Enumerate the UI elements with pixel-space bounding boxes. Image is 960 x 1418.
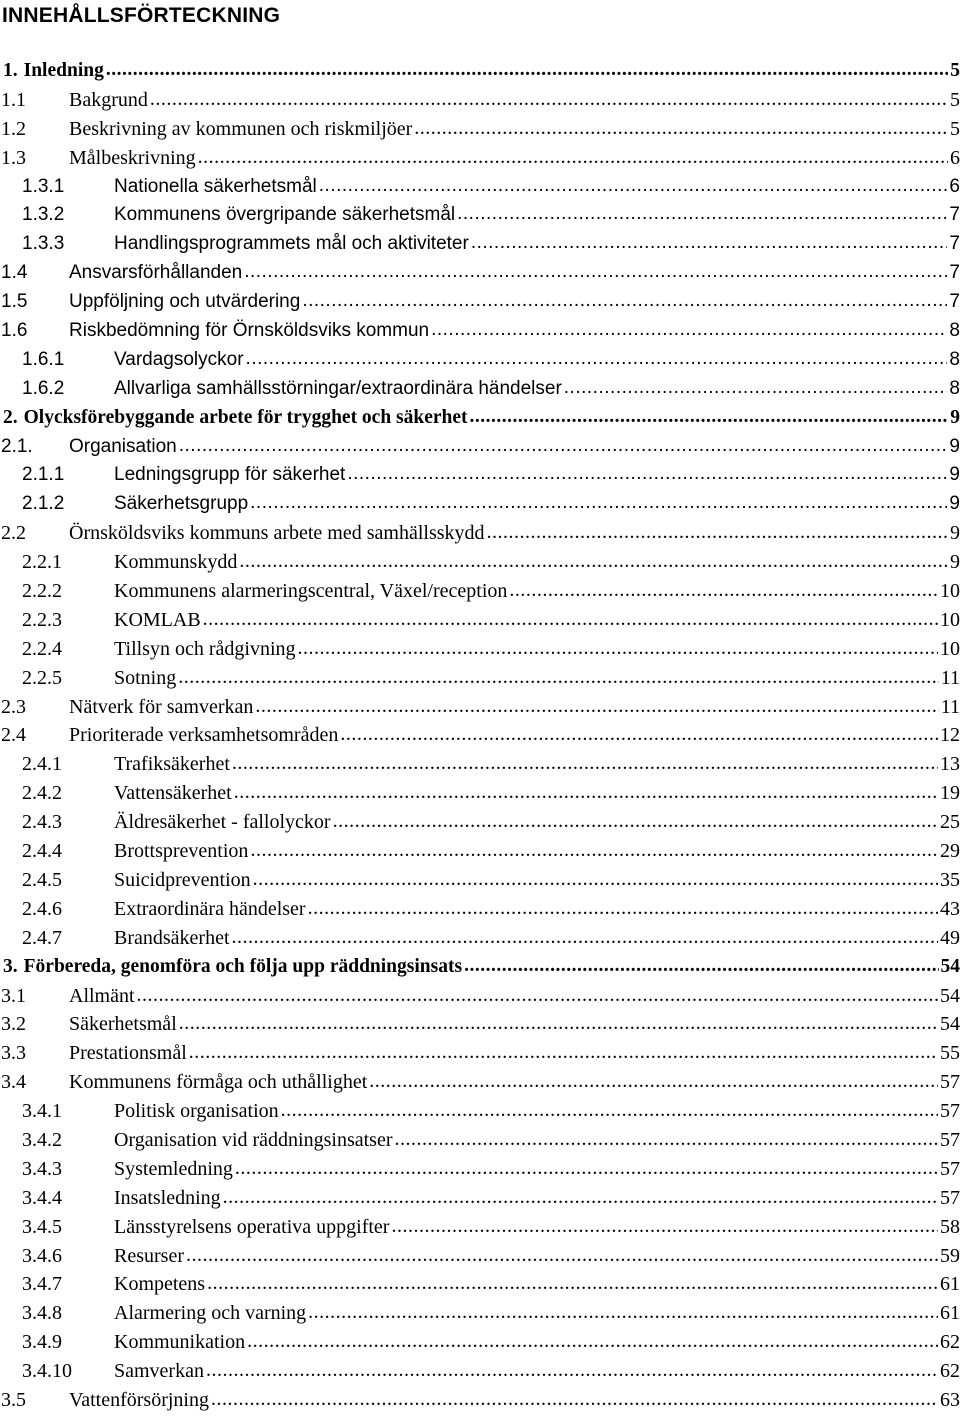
- toc-entry-title: Nationella säkerhetsmål: [114, 176, 317, 198]
- toc-entry[interactable]: [0, 667, 960, 696]
- toc-entry[interactable]: [0, 291, 960, 320]
- toc-entry-title: Uppföljning och utvärdering: [69, 291, 300, 313]
- toc-entry-title: Förbereda, genomföra och följa upp räddningsinsats: [24, 956, 462, 978]
- toc-entry[interactable]: [0, 869, 960, 898]
- toc-entry[interactable]: [0, 1071, 960, 1100]
- toc-entry-title: Örnsköldsviks kommuns arbete med samhällsskydd: [69, 522, 485, 545]
- dot-leader: [250, 839, 938, 862]
- toc-entry-page-number: 62: [940, 1360, 960, 1383]
- dot-leader: [308, 897, 938, 920]
- toc-entry-title: Ansvarsförhållanden: [69, 262, 242, 284]
- toc-entry-page-number: 7: [949, 262, 960, 284]
- toc-entry-page-number: 10: [940, 638, 960, 661]
- dot-leader: [235, 1157, 938, 1180]
- dot-leader: [250, 492, 947, 514]
- toc-entry-title: KOMLAB: [114, 609, 201, 632]
- toc-entry-page-number: 61: [940, 1302, 960, 1325]
- toc-entry[interactable]: [0, 1331, 960, 1360]
- toc-entry-number: 2.2: [0, 522, 69, 545]
- toc-entry-title: Kompetens: [114, 1273, 205, 1296]
- dot-leader: [333, 810, 938, 833]
- toc-entry-page-number: 57: [940, 1158, 960, 1181]
- toc-entry[interactable]: [0, 262, 960, 291]
- dot-leader: [464, 955, 938, 977]
- toc-entry-number: 3.4.10: [0, 1360, 114, 1383]
- toc-entry-page-number: 57: [940, 1071, 960, 1094]
- toc-entry-page-number: 7: [949, 204, 960, 226]
- toc-entry-number: 3.1: [0, 985, 69, 1008]
- toc-entry-title: Tillsyn och rådgivning: [114, 638, 296, 661]
- toc-entry-number: 1.6.1: [0, 349, 114, 371]
- toc-entry-title: Organisation: [69, 436, 177, 458]
- dot-leader: [232, 926, 938, 949]
- dot-leader: [232, 752, 938, 775]
- toc-entry-title: Kommunens förmåga och uthållighet: [69, 1071, 367, 1094]
- toc-entry-page-number: 13: [940, 753, 960, 776]
- toc-entry-number: 3.4: [0, 1071, 69, 1094]
- toc-entry-title: Nätverk för samverkan: [69, 696, 253, 719]
- toc-entry[interactable]: [0, 956, 960, 985]
- toc-entry[interactable]: [0, 320, 960, 349]
- toc-entry[interactable]: [0, 349, 960, 378]
- dot-leader: [308, 1301, 938, 1324]
- toc-entry-title: Kommunikation: [114, 1331, 245, 1354]
- toc-entry-number: 2.4.7: [0, 927, 114, 950]
- toc-entry-number: 3.4.2: [0, 1129, 114, 1152]
- toc-entry-page-number: 29: [940, 840, 960, 863]
- toc-entry[interactable]: [0, 1100, 960, 1129]
- toc-entry-page-number: 7: [949, 291, 960, 313]
- dot-leader: [244, 261, 947, 283]
- toc-entry-title: Samverkan: [114, 1360, 204, 1383]
- toc-entry-page-number: 8: [949, 320, 960, 342]
- toc-entry[interactable]: [0, 724, 960, 753]
- toc-entry-number: 3.5: [0, 1389, 69, 1412]
- toc-entry-page-number: 57: [940, 1129, 960, 1152]
- toc-entry-number: 1.3: [0, 147, 69, 170]
- dot-leader: [414, 117, 948, 140]
- toc-entry-number: 3.2: [0, 1013, 69, 1036]
- toc-entry[interactable]: [0, 1158, 960, 1187]
- toc-entry-title: Kommunens alarmeringscentral, Växel/reception: [114, 580, 507, 603]
- toc-entry-number: 2.2.3: [0, 609, 114, 632]
- toc-entry-number: 3.4.5: [0, 1216, 114, 1239]
- toc-entry-number: 1.6.2: [0, 378, 114, 400]
- toc-entry-page-number: 6: [950, 147, 960, 170]
- toc-entry-title: Allvarliga samhällsstörningar/extraordinära händelser: [114, 378, 562, 400]
- toc-entry-number: 1.6: [0, 320, 69, 342]
- toc-entry[interactable]: [0, 176, 960, 205]
- dot-leader: [179, 1012, 938, 1035]
- toc-entry[interactable]: [0, 89, 960, 118]
- dot-leader: [223, 1186, 938, 1209]
- toc-entry-title: Beskrivning av kommunen och riskmiljöer: [69, 118, 412, 141]
- toc-entry-number: 2.: [3, 407, 18, 429]
- toc-entry[interactable]: [0, 638, 960, 667]
- toc-entry[interactable]: [0, 147, 960, 176]
- toc-entry-page-number: 9: [949, 436, 960, 458]
- toc-entry-number: 2.4: [0, 724, 69, 747]
- dot-leader: [471, 232, 948, 254]
- dot-leader: [509, 579, 938, 602]
- toc-entry[interactable]: [0, 118, 960, 147]
- toc-entry-number: 3.4.9: [0, 1331, 114, 1354]
- toc-entry[interactable]: [0, 580, 960, 609]
- toc-entry-title: Olycksförebyggande arbete för trygghet och säkerhet: [24, 407, 468, 429]
- dot-leader: [207, 1272, 938, 1295]
- toc-entry-title: Vattenförsörjning: [69, 1389, 209, 1412]
- toc-entry-page-number: 62: [940, 1331, 960, 1354]
- toc-entry-page-number: 49: [940, 927, 960, 950]
- toc-entry[interactable]: [0, 493, 960, 522]
- toc-entry[interactable]: [0, 696, 960, 725]
- toc-entry[interactable]: [0, 811, 960, 840]
- toc-entry-title: Länsstyrelsens operativa uppgifter: [114, 1216, 389, 1239]
- toc-entry[interactable]: [0, 378, 960, 407]
- toc-entry-page-number: 5: [950, 89, 960, 112]
- toc-entry-page-number: 63: [940, 1389, 960, 1412]
- toc-entry[interactable]: [0, 204, 960, 233]
- dot-leader: [253, 868, 938, 891]
- toc-entry-title: Politisk organisation: [114, 1100, 279, 1123]
- toc-entry-number: 3.4.6: [0, 1245, 114, 1268]
- toc-entry-page-number: 8: [949, 349, 960, 371]
- toc-entry-title: Alarmering och varning: [114, 1302, 306, 1325]
- toc-entry-page-number: 5: [950, 60, 960, 82]
- toc-entry-page-number: 10: [940, 580, 960, 603]
- toc-entry-number: 2.4.2: [0, 782, 114, 805]
- dot-leader: [178, 666, 938, 689]
- toc-entry[interactable]: [0, 551, 960, 580]
- dot-leader: [487, 521, 948, 544]
- toc-entry-number: 1.1: [0, 89, 69, 112]
- toc-entry[interactable]: [0, 609, 960, 638]
- toc-entry-number: 2.1.1: [0, 464, 114, 486]
- toc-entry[interactable]: [0, 898, 960, 927]
- toc-entry-page-number: 19: [940, 782, 960, 805]
- toc-entry[interactable]: [0, 1187, 960, 1216]
- toc-entry-number: 2.4.4: [0, 840, 114, 863]
- toc-entry-page-number: 35: [940, 869, 960, 892]
- toc-entry-page-number: 8: [949, 378, 960, 400]
- toc-entry[interactable]: [0, 436, 960, 465]
- toc-entry-page-number: 54: [941, 956, 960, 978]
- toc-entry-number: 3.4.1: [0, 1100, 114, 1123]
- toc-entry-title: Insatsledning: [114, 1187, 221, 1210]
- toc-entry-title: Inledning: [24, 60, 104, 82]
- toc-entry-title: Bakgrund: [69, 89, 148, 112]
- toc-entry-number: 1.3.1: [0, 176, 114, 198]
- dot-leader: [186, 1244, 938, 1267]
- toc-entry-title: Målbeskrivning: [69, 147, 196, 170]
- toc-entry[interactable]: [0, 1042, 960, 1071]
- toc-entry-page-number: 59: [940, 1245, 960, 1268]
- toc-entry-page-number: 61: [940, 1273, 960, 1296]
- dot-leader: [189, 1041, 938, 1064]
- toc-entry-title: Kommunens övergripande säkerhetsmål: [114, 204, 455, 226]
- toc-entry-title: Suicidprevention: [114, 869, 251, 892]
- toc-entry-title: Säkerhetsmål: [69, 1013, 177, 1036]
- dot-leader: [302, 290, 947, 312]
- toc-entry-page-number: 9: [949, 493, 960, 515]
- toc-entry-page-number: 6: [949, 176, 960, 198]
- toc-entry-number: 1.3.2: [0, 204, 114, 226]
- toc-entry-page-number: 12: [940, 724, 960, 747]
- toc-entry-number: 2.4.6: [0, 898, 114, 921]
- dot-leader: [211, 1388, 938, 1411]
- dot-leader: [394, 1128, 938, 1151]
- toc-entry-page-number: 55: [940, 1042, 960, 1065]
- toc-entry-number: 2.2.2: [0, 580, 114, 603]
- dot-leader: [347, 463, 947, 485]
- dot-leader: [255, 695, 938, 718]
- dot-leader: [206, 1359, 938, 1382]
- toc-entry-title: Allmänt: [69, 985, 135, 1008]
- page-title: INNEHÅLLSFÖRTECKNING: [2, 4, 280, 28]
- toc-entry-title: Brandsäkerhet: [114, 927, 230, 950]
- toc-entry-title: Resurser: [114, 1245, 184, 1268]
- toc-entry[interactable]: [0, 1013, 960, 1042]
- toc-entry[interactable]: [0, 1273, 960, 1302]
- toc-entry-title: Handlingsprogrammets mål och aktiviteter: [114, 233, 469, 255]
- dot-leader: [369, 1070, 938, 1093]
- toc-entry-number: 2.2.5: [0, 667, 114, 690]
- toc-entry-page-number: 9: [950, 522, 960, 545]
- toc-entry-title: Extraordinära händelser: [114, 898, 306, 921]
- toc-entry-number: 2.4.3: [0, 811, 114, 834]
- table-of-contents: [0, 60, 960, 1418]
- dot-leader: [179, 435, 948, 457]
- toc-entry-page-number: 57: [940, 1100, 960, 1123]
- toc-entry-title: Säkerhetsgrupp: [114, 493, 248, 515]
- toc-entry[interactable]: [0, 985, 960, 1014]
- toc-entry[interactable]: [0, 1389, 960, 1418]
- toc-entry[interactable]: [0, 407, 960, 436]
- toc-entry-title: Prestationsmål: [69, 1042, 187, 1065]
- dot-leader: [457, 203, 947, 225]
- toc-entry-number: 3.4.7: [0, 1273, 114, 1296]
- toc-entry[interactable]: [0, 1216, 960, 1245]
- toc-entry[interactable]: [0, 233, 960, 262]
- dot-leader: [106, 59, 948, 81]
- dot-leader: [247, 1330, 938, 1353]
- toc-entry-number: 3.: [3, 956, 18, 978]
- dot-leader: [564, 377, 948, 399]
- toc-entry[interactable]: [0, 782, 960, 811]
- toc-entry-number: 2.1.2: [0, 493, 114, 515]
- toc-entry-number: 2.3: [0, 696, 69, 719]
- dot-leader: [319, 175, 948, 197]
- toc-entry-title: Ledningsgrupp för säkerhet: [114, 464, 345, 486]
- toc-entry-number: 1.4: [0, 262, 69, 284]
- toc-entry-title: Vattensäkerhet: [114, 782, 232, 805]
- dot-leader: [150, 88, 948, 111]
- dot-leader: [246, 348, 948, 370]
- toc-entry-number: 1.: [3, 60, 18, 82]
- toc-entry-number: 1.5: [0, 291, 69, 313]
- dot-leader: [137, 984, 938, 1007]
- toc-entry-number: 2.2.4: [0, 638, 114, 661]
- dot-leader: [298, 637, 939, 660]
- toc-entry-page-number: 54: [940, 985, 960, 1008]
- dot-leader: [234, 781, 938, 804]
- toc-entry-title: Kommunskydd: [114, 551, 237, 574]
- toc-entry[interactable]: [0, 60, 960, 89]
- toc-entry[interactable]: [0, 927, 960, 956]
- dot-leader: [281, 1099, 938, 1122]
- toc-entry[interactable]: [0, 753, 960, 782]
- toc-entry[interactable]: [0, 1360, 960, 1389]
- toc-entry[interactable]: [0, 840, 960, 869]
- toc-entry-number: 1.2: [0, 118, 69, 141]
- toc-entry-number: 2.4.5: [0, 869, 114, 892]
- toc-entry-title: Äldresäkerhet - fallolyckor: [114, 811, 331, 834]
- toc-entry-number: 2.2.1: [0, 551, 114, 574]
- toc-entry-page-number: 11: [941, 667, 960, 690]
- toc-entry-title: Prioriterade verksamhetsområden: [69, 724, 338, 747]
- toc-entry-page-number: 57: [940, 1187, 960, 1210]
- toc-entry-title: Trafiksäkerhet: [114, 753, 230, 776]
- toc-entry-number: 2.1.: [0, 436, 69, 458]
- toc-entry[interactable]: [0, 522, 960, 551]
- toc-entry-title: Systemledning: [114, 1158, 233, 1181]
- toc-entry-number: 3.3: [0, 1042, 69, 1065]
- toc-entry-page-number: 11: [941, 696, 960, 719]
- toc-entry-title: Brottsprevention: [114, 840, 248, 863]
- dot-leader: [203, 608, 938, 631]
- dot-leader: [239, 550, 948, 573]
- toc-entry-page-number: 5: [950, 118, 960, 141]
- toc-entry-title: Vardagsolyckor: [114, 349, 244, 371]
- dot-leader: [431, 319, 947, 341]
- toc-entry-number: 2.4.1: [0, 753, 114, 776]
- dot-leader: [470, 406, 949, 428]
- toc-entry-page-number: 10: [940, 609, 960, 632]
- toc-entry-number: 3.4.3: [0, 1158, 114, 1181]
- dot-leader: [391, 1215, 938, 1238]
- toc-entry[interactable]: [0, 1302, 960, 1331]
- toc-entry-page-number: 58: [940, 1216, 960, 1239]
- dot-leader: [198, 146, 948, 169]
- toc-entry-page-number: 9: [949, 464, 960, 486]
- toc-entry-title: Riskbedömning för Örnsköldsviks kommun: [69, 320, 429, 342]
- toc-entry-title: Organisation vid räddningsinsatser: [114, 1129, 392, 1152]
- toc-entry-page-number: 25: [940, 811, 960, 834]
- toc-entry-number: 3.4.8: [0, 1302, 114, 1325]
- toc-entry[interactable]: [0, 464, 960, 493]
- toc-entry-page-number: 9: [950, 407, 960, 429]
- toc-entry[interactable]: [0, 1245, 960, 1274]
- toc-entry-title: Sotning: [114, 667, 176, 690]
- toc-entry-number: 1.3.3: [0, 233, 114, 255]
- dot-leader: [340, 723, 938, 746]
- toc-entry-page-number: 43: [940, 898, 960, 921]
- toc-entry-page-number: 54: [940, 1013, 960, 1036]
- toc-entry-page-number: 9: [950, 551, 960, 574]
- toc-entry[interactable]: [0, 1129, 960, 1158]
- toc-entry-page-number: 7: [949, 233, 960, 255]
- toc-entry-number: 3.4.4: [0, 1187, 114, 1210]
